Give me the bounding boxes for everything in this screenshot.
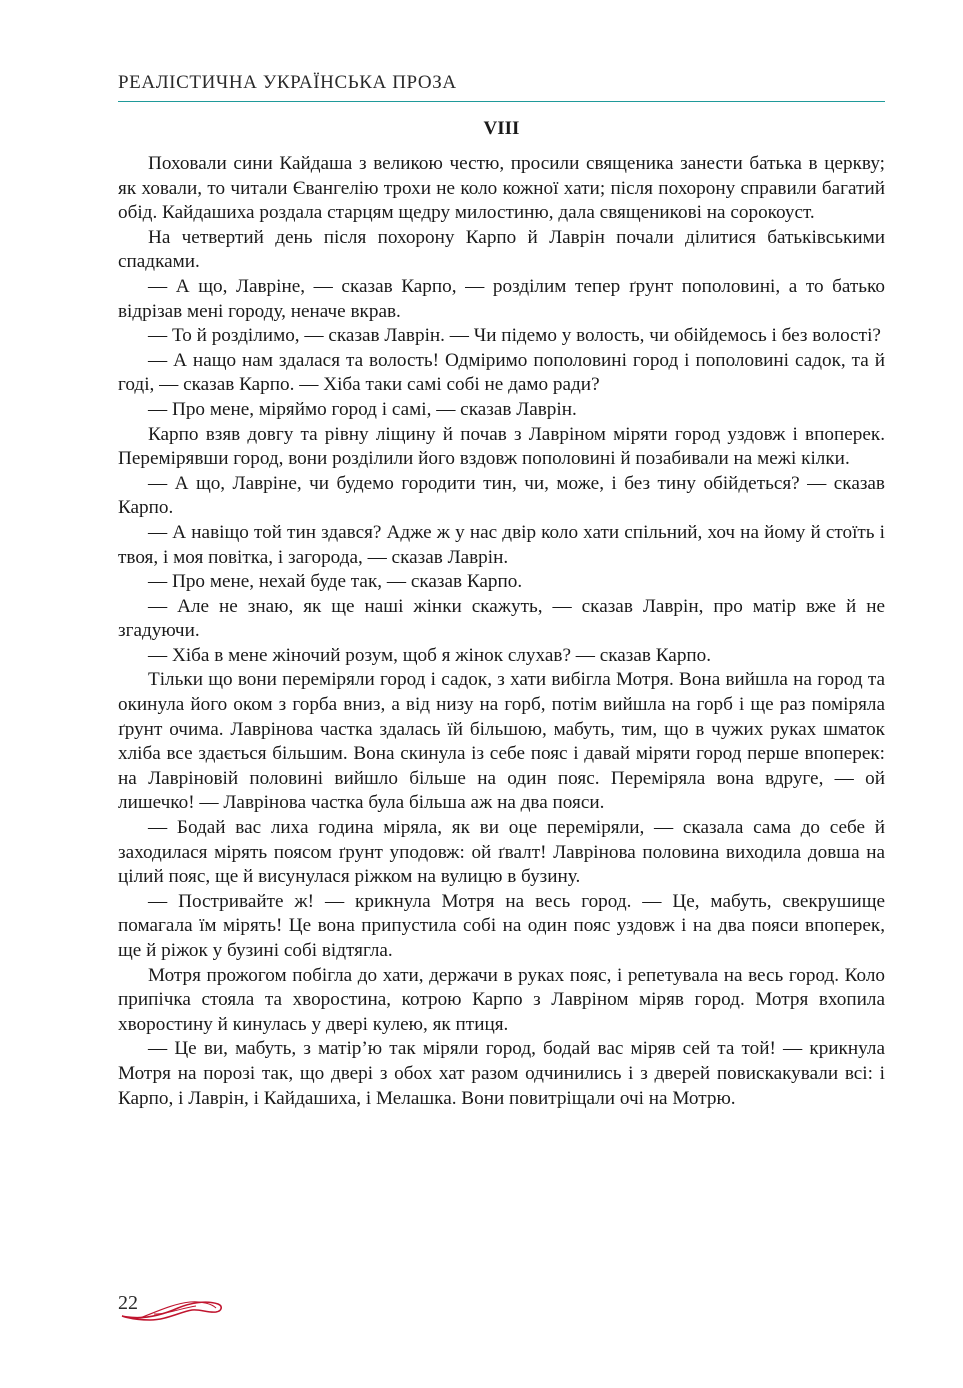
paragraph: — Про мене, нехай буде так, — сказав Карпо.	[148, 571, 523, 593]
paragraph: — Постривайте ж! — крикнула Мотря на весь город. — Це, мабуть, свекрушище помагала їм мірять! Це вона припустила собі на один пояс уздовж і на два пояси впоперек, ще й ріжок у бузині собі відтягла.	[118, 890, 885, 961]
paragraph: На четвертий день після похорону Карпо й Лаврін почали ділитися батьківськими спадками.	[118, 226, 885, 273]
paragraph: Тільки що вони переміряли город і садок, з хати вибігла Мотря. Вона вийшла на город та окинула його оком з горба вниз, а від низу на горб, потім вийшла на горб і ще раз поміряла ґрунт очима. Лаврінова частка здалась їй більшою, мабуть, тим, що в чужих руках шматок хліба все здається більшим. Вона скинула із себе пояс і давай міряти город перше впоперек: на Лавріновій половині вийшло більше на один пояс. Переміряла вона вдруге, — ой лишечко! — Лаврінова частка була більша аж на два пояси.	[118, 669, 885, 814]
paragraph: — То й розділимо, — сказав Лаврін. — Чи підемо у волость, чи обійдемось і без волості?	[148, 325, 881, 347]
paragraph: — А що, Лавріне, — сказав Карпо, — розділим тепер ґрунт пополовині, а то батько відрізав мені городу, неначе вкрав.	[118, 275, 885, 322]
paragraph: Поховали сини Кайдаша з великою честю, просили священика занести батька в церкву; як ховали, то читали Євангелію трохи не коло кожної хати; після похорону справили багатий обід. Кайдашиха роздала старцям щедру милостиню, дала священикові на сорокоуст.	[118, 153, 885, 224]
chapter-title: VIII	[483, 118, 520, 139]
page-number: 22	[118, 1292, 138, 1314]
paragraph: — А навіщо той тин здався? Адже ж у нас двір коло хати спільний, хоч на йому й стоїть і твоя, і моя повітка, і загорода, — сказав Лаврін.	[118, 521, 885, 568]
paragraph: Карпо взяв довгу та рівну ліщину й почав з Лавріном міряти город уздовж і впоперек. Перемірявши город, вони розділили його вздовж пополовині й позабивали на межі кілки.	[118, 423, 885, 470]
paragraph: — Хіба в мене жіночий розум, щоб я жінок слухав? — сказав Карпо.	[148, 644, 712, 666]
header-rule	[118, 101, 885, 102]
paragraph: — Бодай вас лиха година міряла, як ви оце переміряли, — сказала сама до себе й заходилася мірять поясом ґрунт уподовж: ой ґвалт! Лаврінова половина виходила довша на цілий пояс, ще й висунулася ріжком на вулицю в бузину.	[118, 817, 885, 888]
flourish-ornament	[120, 1294, 224, 1324]
paragraph: — Це ви, мабуть, з матір’ю так міряли город, бодай вас міряв сей та той! — крикнула Мотря на порозі так, що двері з обох хат разом одчинились і з дверей повискакували всі: і Карпо, і Лаврін, і Кайдашиха, і Мелашка. Вони повитріщали очі на Мотрю.	[118, 1038, 885, 1109]
paragraph: Мотря прожогом побігла до хати, держачи в руках пояс, і репетувала на весь город. Коло припічка стояла та хворостина, котрою Карпо з Лавріном міряв город. Мотря вхопила хворостину й кинулась у двері кулею, як птиця.	[118, 964, 885, 1035]
body-text	[118, 152, 885, 1111]
paragraph: — А що, Лавріне, чи будемо городити тин, чи, може, і без тину обійдеться? — сказав Карпо.	[118, 472, 885, 519]
paragraph: — Про мене, міряймо город і самі, — сказав Лаврін.	[148, 398, 577, 420]
paragraph: — А нащо нам здалася та волость! Одміримо пополовині город і пополовині садок, та й годі, — сказав Карпо. — Хіба таки самі собі не дамо ради?	[118, 349, 885, 396]
paragraph: — Але не знаю, як ще наші жінки скажуть, — сказав Лаврін, про матір вже й не згадуючи.	[118, 595, 885, 642]
running-header: РЕАЛІСТИЧНА УКРАЇНСЬКА ПРОЗА	[118, 72, 457, 93]
